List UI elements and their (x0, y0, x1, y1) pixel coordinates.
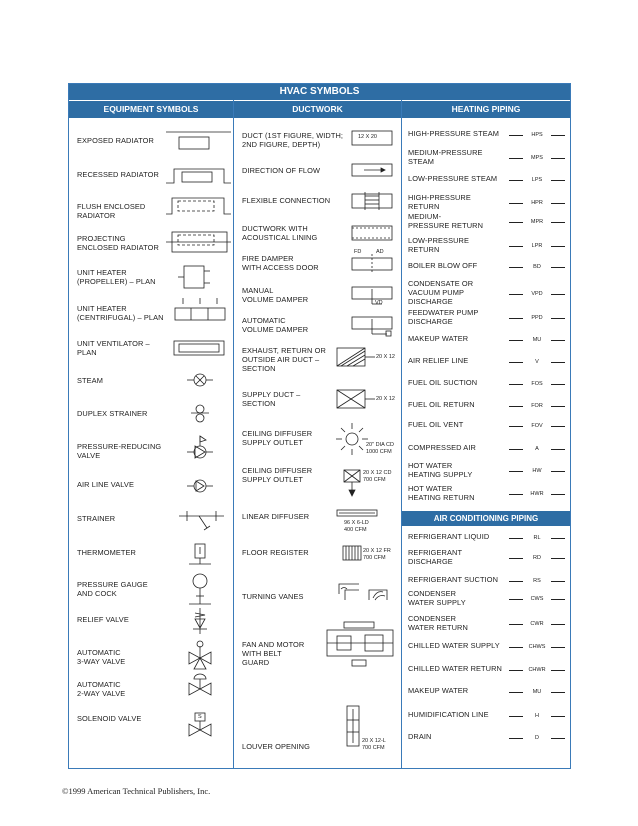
equipment-label: DUPLEX STRAINER (77, 409, 148, 418)
automatic-2way-valve-icon (189, 674, 211, 695)
exposed-radiator-icon (166, 132, 231, 149)
pipe-code: FOS (523, 381, 551, 387)
fan-motor-belt-guard-icon (327, 622, 393, 666)
pipe-label: COMPRESSED AIR (408, 443, 476, 452)
ductwork-label: SUPPLY DUCT – SECTION (242, 390, 301, 408)
unit-heater-propeller-icon (178, 266, 210, 288)
diffuser-round-label: 20" DIA CD 1000 CFM (366, 442, 394, 455)
symbols-drawing (69, 84, 570, 768)
pipe-label: HOT WATER HEATING RETURN (408, 484, 475, 502)
ductwork-label: FLEXIBLE CONNECTION (242, 196, 331, 205)
pipe-label: CHILLED WATER RETURN (408, 664, 502, 673)
pipe-code: A (523, 446, 551, 452)
ductwork-header: DUCTWORK (234, 100, 401, 118)
thermometer-icon (189, 544, 211, 564)
ceiling-diffuser-round-icon (336, 423, 368, 455)
pipe-code: HPR (523, 200, 551, 206)
relief-valve-icon (193, 608, 207, 634)
flexible-connection-icon (352, 192, 392, 210)
equipment-label: UNIT VENTILATOR – PLAN (77, 339, 150, 357)
ductwork-label: CEILING DIFFUSER SUPPLY OUTLET (242, 429, 313, 447)
solenoid-letter: S (198, 714, 202, 720)
equipment-label: UNIT HEATER (PROPELLER) – PLAN (77, 268, 156, 286)
unit-heater-centrifugal-icon (175, 298, 225, 320)
pipe-label: FUEL OIL VENT (408, 420, 464, 429)
pipe-code: RD (523, 555, 551, 561)
fire-damper-fd-label: FD (354, 249, 362, 255)
pipe-code: MPR (523, 219, 551, 225)
equipment-label: AUTOMATIC 2-WAY VALVE (77, 680, 126, 698)
louver-label: 20 X 12-L 700 CFM (362, 738, 386, 751)
pipe-code: H (523, 713, 551, 719)
flush-enclosed-radiator-icon (166, 198, 231, 214)
pipe-label: FUEL OIL RETURN (408, 400, 475, 409)
ductwork-label: EXHAUST, RETURN OR OUTSIDE AIR DUCT – SECTION (242, 346, 326, 373)
pipe-label: LOW-PRESSURE RETURN (408, 236, 470, 254)
pipe-label: FUEL OIL SUCTION (408, 378, 478, 387)
ductwork-label: CEILING DIFFUSER SUPPLY OUTLET (242, 466, 313, 484)
ductwork-label: MANUAL VOLUME DAMPER (242, 286, 309, 304)
pipe-label: REFRIGERANT LIQUID (408, 532, 490, 541)
direction-of-flow-icon (352, 164, 392, 176)
ductwork-label: AUTOMATIC VOLUME DAMPER (242, 316, 309, 334)
acoustical-lining-icon (352, 226, 392, 240)
equipment-label: STRAINER (77, 514, 116, 523)
ductwork-label: LINEAR DIFFUSER (242, 512, 310, 521)
pipe-code: V (523, 359, 551, 365)
pipe-label: REFRIGERANT DISCHARGE (408, 548, 463, 566)
supply-duct-section-icon (337, 390, 375, 408)
pipe-label: MAKEUP WATER (408, 686, 469, 695)
pipe-label: LOW-PRESSURE STEAM (408, 174, 498, 183)
pipe-code: BD (523, 264, 551, 270)
louver-opening-icon (347, 706, 359, 746)
fire-damper-icon (352, 254, 392, 274)
pipe-label: BOILER BLOW OFF (408, 261, 478, 270)
equipment-label: RELIEF VALVE (77, 615, 129, 624)
automatic-3way-valve-icon (189, 641, 211, 669)
equipment-label: PRESSURE-REDUCING VALVE (77, 442, 162, 460)
projecting-enclosed-radiator-icon (166, 232, 231, 252)
pipe-label: HOT WATER HEATING SUPPLY (408, 461, 473, 479)
ductwork-label: FAN AND MOTOR WITH BELT GUARD (242, 640, 305, 667)
equipment-label: RECESSED RADIATOR (77, 170, 159, 179)
pipe-code: RL (523, 535, 551, 541)
pipe-label: AIR RELIEF LINE (408, 356, 469, 365)
pipe-label: MEDIUM- PRESSURE RETURN (408, 212, 484, 230)
pipe-label: HIGH-PRESSURE STEAM (408, 129, 500, 138)
pipe-label: DRAIN (408, 732, 432, 741)
equipment-label: SOLENOID VALVE (77, 714, 142, 723)
pipe-label: CONDENSER WATER SUPPLY (408, 589, 466, 607)
exhaust-duct-section-icon (337, 348, 375, 366)
equipment-label: PROJECTING ENCLOSED RADIATOR (77, 234, 159, 252)
ductwork-label: FIRE DAMPER WITH ACCESS DOOR (242, 254, 319, 272)
steam-icon (187, 374, 213, 386)
copyright-footer: ©1999 American Technical Publishers, Inc. (62, 786, 211, 796)
equipment-label: EXPOSED RADIATOR (77, 136, 154, 145)
pipe-code: D (523, 735, 551, 741)
unit-ventilator-icon (174, 341, 224, 355)
equipment-label: STEAM (77, 376, 103, 385)
equipment-label: UNIT HEATER (CENTRIFUGAL) – PLAN (77, 304, 164, 322)
pipe-code: HWR (523, 491, 551, 497)
ceiling-diffuser-square-icon (344, 470, 360, 496)
pipe-label: MAKEUP WATER (408, 334, 469, 343)
linear-diffuser-label: 96 X 6-LD 400 CFM (344, 520, 369, 533)
pipe-code: CHWR (523, 667, 551, 673)
automatic-volume-damper-icon (352, 317, 392, 336)
recessed-radiator-icon (166, 169, 231, 183)
ductwork-label: TURNING VANES (242, 592, 304, 601)
pipe-code: LPS (523, 177, 551, 183)
pipe-code: MU (523, 337, 551, 343)
pipe-label: CONDENSER WATER RETURN (408, 614, 468, 632)
pipe-code: RS (523, 578, 551, 584)
pipe-code: VPD (523, 291, 551, 297)
floor-register-icon (343, 546, 361, 560)
volume-damper-vd-label: VD (375, 300, 383, 306)
diffuser-square-label: 20 X 12 CD 700 CFM (363, 470, 392, 483)
pipe-code: MU (523, 689, 551, 695)
ductwork-label: DUCTWORK WITH ACOUSTICAL LINING (242, 224, 318, 242)
pipe-label: CONDENSATE OR VACUUM PUMP DISCHARGE (408, 279, 474, 306)
equipment-label: THERMOMETER (77, 548, 136, 557)
equipment-label: FLUSH ENCLOSED RADIATOR (77, 202, 146, 220)
pipe-label: FEEDWATER PUMP DISCHARGE (408, 308, 479, 326)
pipe-code: CWR (523, 621, 551, 627)
pipe-code: MPS (523, 155, 551, 161)
pressure-gauge-icon (189, 574, 211, 604)
duct-size-label: 12 X 20 (358, 134, 377, 140)
pipe-code: HW (523, 468, 551, 474)
manual-volume-damper-icon (352, 287, 392, 304)
air-line-valve-icon (187, 480, 213, 492)
pipe-code: PPD (523, 315, 551, 321)
equipment-header: EQUIPMENT SYMBOLS (69, 100, 233, 118)
ductwork-label: FLOOR REGISTER (242, 548, 309, 557)
pipe-label: MEDIUM-PRESSURE STEAM (408, 148, 483, 166)
ductwork-label: DUCT (1ST FIGURE, WIDTH; 2ND FIGURE, DEPTH) (242, 131, 344, 149)
pipe-code: FOV (523, 423, 551, 429)
access-door-ad-label: AD (376, 249, 384, 255)
exhaust-size-label: 20 X 12 (376, 354, 395, 360)
floor-register-label: 20 X 12 FR 700 CFM (363, 548, 391, 561)
equipment-label: AUTOMATIC 3-WAY VALVE (77, 648, 126, 666)
ac-piping-header: AIR CONDITIONING PIPING (402, 511, 570, 526)
heating-header: HEATING PIPING (402, 100, 570, 118)
pipe-code: CWS (523, 596, 551, 602)
pressure-reducing-valve-icon (187, 436, 213, 458)
ductwork-label: DIRECTION OF FLOW (242, 166, 321, 175)
linear-diffuser-icon (337, 510, 377, 516)
pipe-label: REFRIGERANT SUCTION (408, 575, 499, 584)
pipe-code: FOR (523, 403, 551, 409)
duplex-strainer-icon (191, 405, 209, 422)
equipment-label: AIR LINE VALVE (77, 480, 134, 489)
strainer-icon (179, 511, 224, 530)
turning-vanes-icon (339, 584, 387, 600)
equipment-label: PRESSURE GAUGE AND COCK (77, 580, 148, 598)
hvac-symbols-sheet (68, 83, 571, 769)
sheet-title: HVAC SYMBOLS (69, 84, 570, 100)
pipe-label: HIGH-PRESSURE RETURN (408, 193, 471, 211)
pipe-label: HUMIDIFICATION LINE (408, 710, 489, 719)
pipe-code: LPR (523, 243, 551, 249)
ductwork-label: LOUVER OPENING (242, 742, 310, 751)
pipe-code: HPS (523, 132, 551, 138)
supply-size-label: 20 X 12 (376, 396, 395, 402)
pipe-label: CHILLED WATER SUPPLY (408, 641, 500, 650)
pipe-code: CHWS (523, 644, 551, 650)
